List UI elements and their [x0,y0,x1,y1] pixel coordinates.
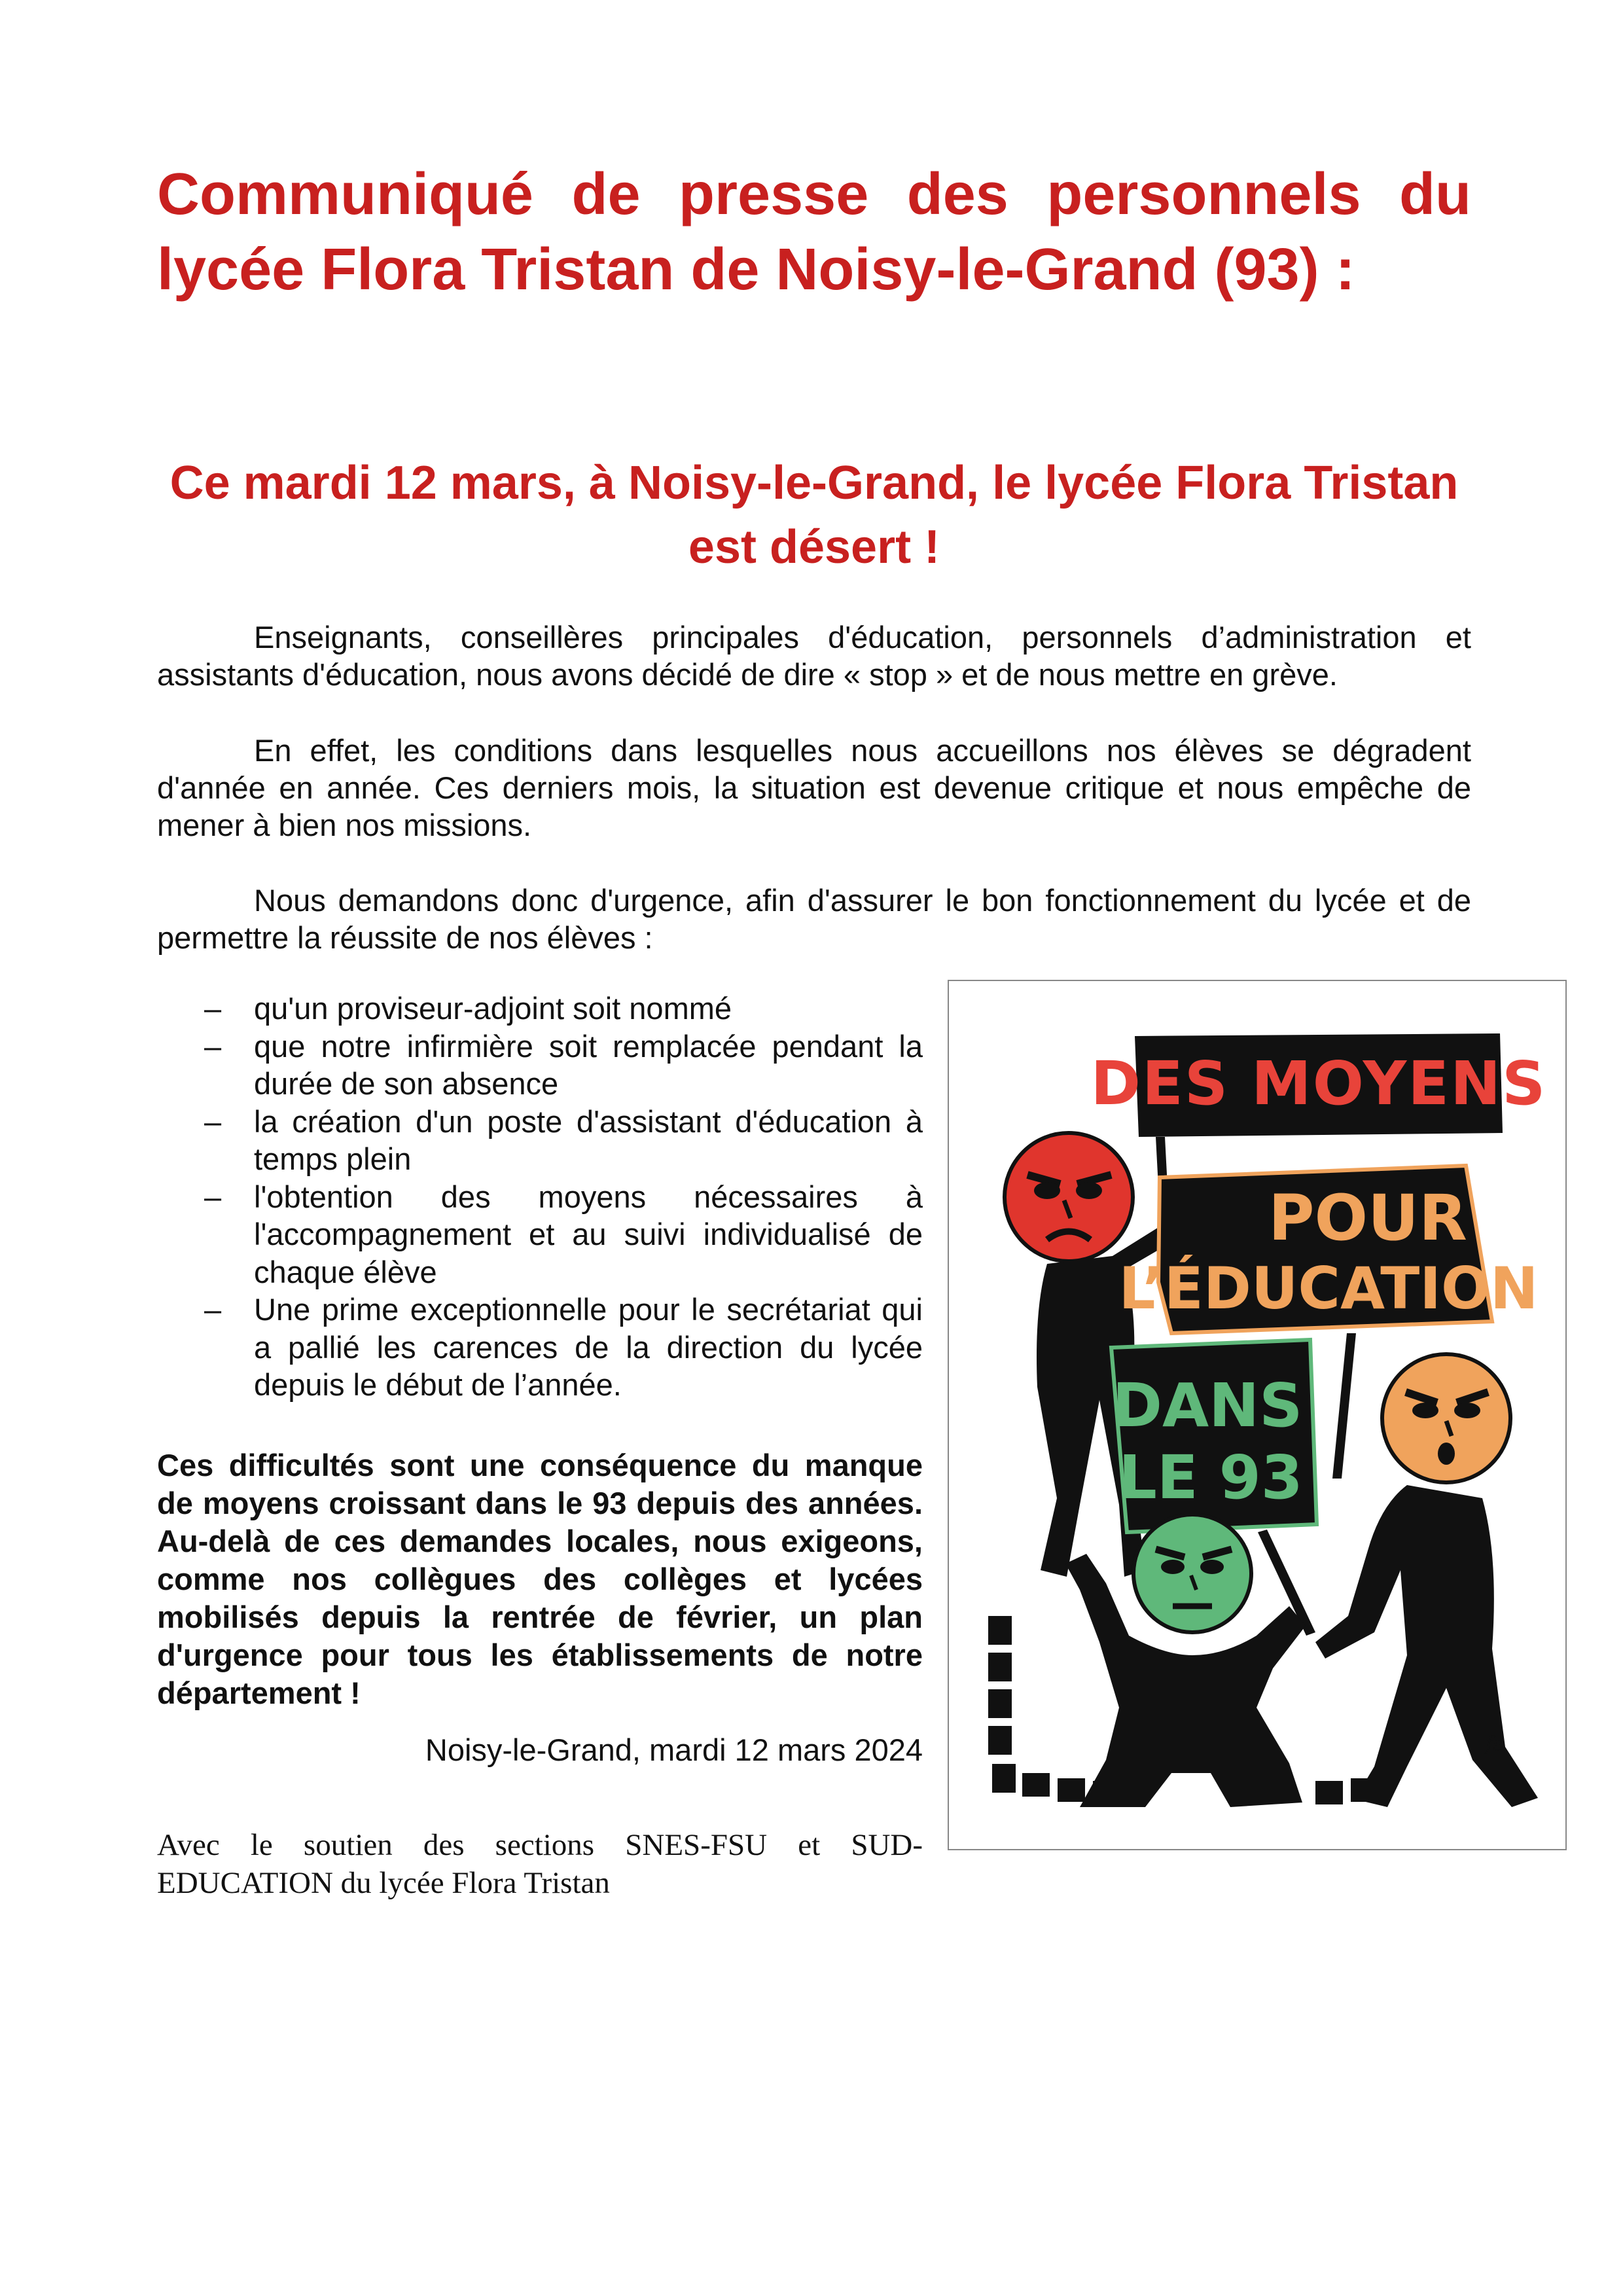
paragraph-conclusion: Ces difficultés sont une conséquence du manque de moyens croissant dans le 93 depuis des années. Au-delà de ces demandes locales, nous exigeons, comme nos collègues des collèges et lycées mobilisés depuis la rentrée de février, un plan d'urgence pour tous les établissements de notre département ! [157,1448,923,1710]
poster-artwork [949,981,1565,1849]
sign-1-text: DES MOYENS [1090,1049,1547,1119]
list-item: – l'obtention des moyens nécessaires à l'accompagnement et au suivi individualisé de chaque élève [204,1179,923,1289]
bullet-dash: – [204,1292,222,1327]
demands-list [157,990,923,1404]
support-note: Avec le soutien des sections SNES-FSU et SUD-EDUCATION du lycée Flora Tristan [157,1828,923,1900]
bullet-dash: – [204,991,222,1026]
list-item: – que notre infirmière soit remplacée pendant la durée de son absence [204,1028,923,1101]
sign-2-text-line-1: POUR [1268,1181,1467,1255]
press-release-title: Communiqué de presse des personnels du lycée Flora Tristan de Noisy-le-Grand (93) : [157,162,1471,303]
paragraph-strike-announcement: Enseignants, conseillères principales d'éducation, personnels d’administration et assistants d'éducation, nous avons décidé de dire « stop » et de nous mettre en grève. [157,620,1471,692]
protest-poster-illustration [948,980,1567,1850]
artist-signature: fs [1486,1732,1503,1755]
dateline: Noisy-le-Grand, mardi 12 mars 2024 [425,1732,923,1767]
orange-face-figure [1315,1354,1538,1807]
list-item: – Une prime exceptionnelle pour le secrétariat qui a pallié les carences de la direction du lycée depuis le début de l’année. [204,1292,923,1402]
bullet-dash: – [204,1179,222,1214]
sign-des-moyens [1091,1033,1547,1137]
sign-3-text-line-1: DANS [1112,1371,1303,1441]
sign-3-text-line-2: LE 93 [1118,1443,1303,1513]
list-item: – qu'un proviseur-adjoint soit nommé [157,990,923,1028]
sign-dans-le-93 [1111,1340,1317,1532]
paragraph-conditions: En effet, les conditions dans lesquelles nous accueillons nos élèves se dégradent d'année en année. Ces derniers mois, la situation est devenue critique et nous empêche de mener à bien nos missions. [157,733,1471,842]
paragraph-demands-intro: Nous demandons donc d'urgence, afin d'assurer le bon fonctionnement du lycée et de permettre la réussite de nos élèves : [157,883,1471,955]
bullet-dash: – [204,1028,222,1064]
bullet-dash: – [204,1103,222,1139]
sign-pour-education [1119,1166,1539,1333]
press-release-subtitle: Ce mardi 12 mars, à Noisy-le-Grand, le lycée Flora Tristan est désert ! [169,457,1459,573]
sign-2-text-line-2: L’ÉDUCATION [1118,1255,1539,1322]
green-face-figure [1065,1515,1306,1807]
list-item: – la création d'un poste d'assistant d'éducation à temps plein [204,1103,923,1176]
